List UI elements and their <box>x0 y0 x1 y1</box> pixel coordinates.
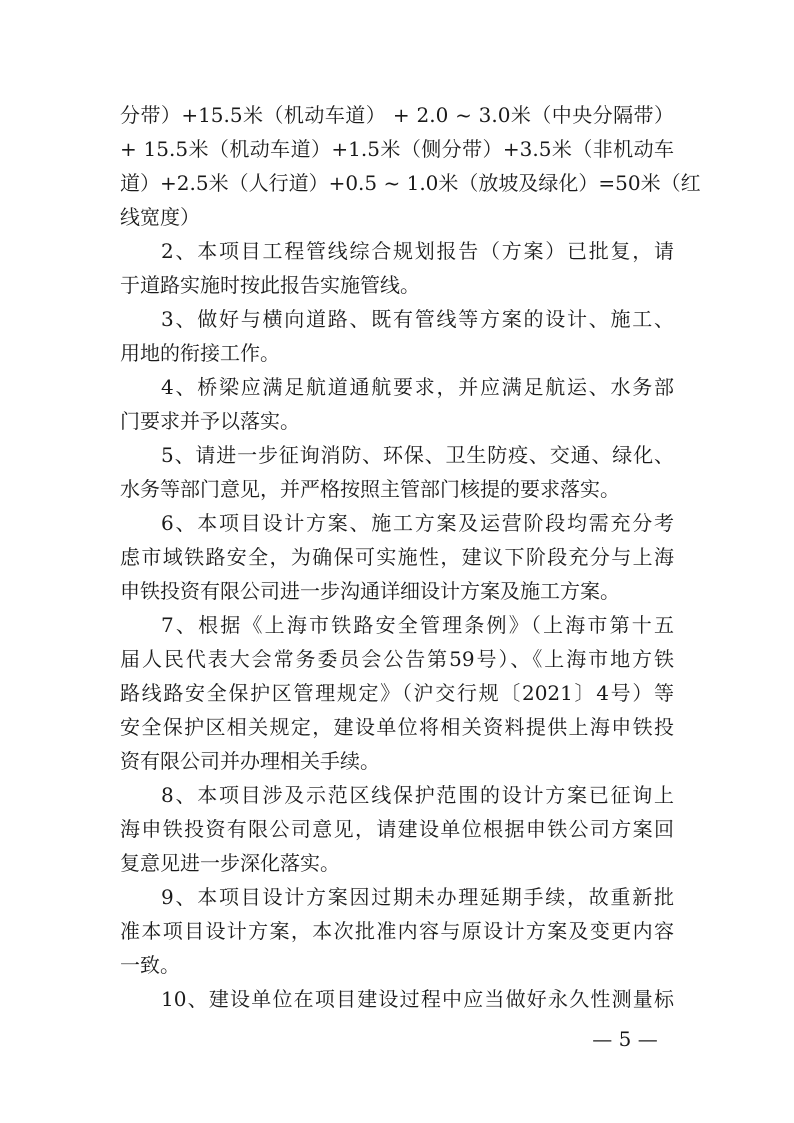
text-line: 虑市域铁路安全，为确保可实施性，建议下阶段充分与上海 <box>120 545 674 569</box>
paragraph-start-line: 8、本项目涉及示范区线保护范围的设计方案已征询上 <box>161 783 674 807</box>
text-line: + 15.5米（机动车道）+1.5米（侧分带）+3.5米（非机动车 <box>120 137 674 161</box>
paragraph-start-line: 6、本项目设计方案、施工方案及运营阶段均需充分考 <box>161 511 674 535</box>
paragraph-start-line: 7、根据《上海市铁路安全管理条例》（上海市第十五 <box>161 613 674 637</box>
text-line: 安全保护区相关规定，建设单位将相关资料提供上海申铁投 <box>120 715 674 739</box>
text-line: 线宽度） <box>120 205 200 229</box>
text-line: 申铁投资有限公司进一步沟通详细设计方案及施工方案。 <box>120 579 620 603</box>
text-line: 一致。 <box>120 953 180 977</box>
paragraph-start-line: 9、本项目设计方案因过期未办理延期手续，故重新批 <box>161 885 674 909</box>
text-line: 届人民代表大会常务委员会公告第59号）、《上海市地方铁 <box>120 647 674 671</box>
text-line: 用地的衔接工作。 <box>120 341 280 365</box>
paragraph-start-line: 10、建设单位在项目建设过程中应当做好永久性测量标 <box>161 987 674 1011</box>
text-line: 资有限公司并办理相关手续。 <box>120 749 380 773</box>
text-line: 分带）+15.5米（机动车道） + 2.0 ~ 3.0米（中央分隔带） <box>120 103 674 127</box>
paragraph-start-line: 5、请进一步征询消防、环保、卫生防疫、交通、绿化、 <box>161 443 674 467</box>
text-line: 复意见进一步深化落实。 <box>120 851 340 875</box>
paragraph-start-line: 2、本项目工程管线综合规划报告（方案）已批复，请 <box>161 239 674 263</box>
text-line: 门要求并予以落实。 <box>120 409 300 433</box>
paragraph-start-line: 4、桥梁应满足航道通航要求，并应满足航运、水务部 <box>161 375 674 399</box>
page-number: — 5 — <box>592 1027 658 1051</box>
text-line: 于道路实施时按此报告实施管线。 <box>120 273 420 297</box>
paragraph-start-line: 3、做好与横向道路、既有管线等方案的设计、施工、 <box>161 307 674 331</box>
text-line: 道）+2.5米（人行道）+0.5 ~ 1.0米（放坡及绿化）=50米（红 <box>120 171 701 195</box>
text-line: 路线路安全保护区管理规定》（沪交行规〔2021〕4号）等 <box>120 681 674 705</box>
text-line: 准本项目设计方案，本次批准内容与原设计方案及变更内容 <box>120 919 674 943</box>
text-line: 海申铁投资有限公司意见，请建设单位根据申铁公司方案回 <box>120 817 674 841</box>
text-line: 水务等部门意见，并严格按照主管部门核提的要求落实。 <box>120 477 620 501</box>
